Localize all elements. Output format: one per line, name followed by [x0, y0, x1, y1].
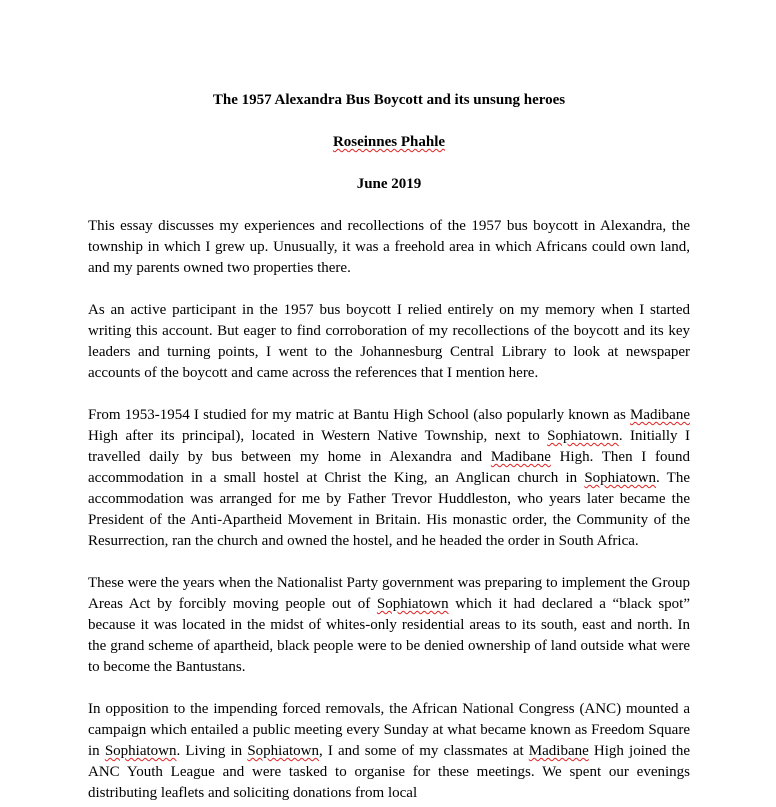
paragraph-text: which it had declared a “black spot” because it was located in the midst of whites-only residential areas to its south, east and north. In the grand scheme of apartheid, black people were to be denied ownership of land outside what were to become the Bantustans. [88, 596, 690, 675]
spellcheck-flagged-word: Sophiatown [104, 743, 177, 759]
paragraph-text: These were the years when the Nationalist Party government was preparing to implement the Group Areas Act by forcibly moving people out of [88, 575, 690, 612]
paragraph-text: High after its principal), located in Western Native Township, next to [88, 428, 548, 444]
document-date: June 2019 [356, 176, 422, 192]
paragraph-text: , I and some of my classmates at [318, 743, 529, 759]
paragraph-text: . The accommodation was arranged for me by Father Trevor Huddleston, who years later became the President of the Anti-Apartheid Movement in Britain. His monastic order, the Community of the Resurrection, ran the church and owned the hostel, and he headed the order in South Africa. [88, 470, 690, 549]
body-paragraph [88, 573, 690, 678]
paragraph-text: High. Then I found accommodation in a small hostel at Christ the King, an Anglican church in [88, 449, 691, 486]
spellcheck-flagged-word: Sophiatown [247, 743, 319, 759]
spellcheck-flagged-word: Sophiatown [376, 596, 449, 612]
document-author [88, 132, 690, 153]
paragraph-text: High joined the ANC Youth League and were tasked to organise for these meetings. We spent our evenings distributing leaflets and soliciting donations from local [88, 743, 690, 801]
body-paragraph [88, 405, 690, 552]
paragraph-text: From 1953-1954 I studied for my matric at Bantu High School (also popularly known as [88, 407, 631, 423]
spellcheck-flagged-word: Sophiatown [584, 470, 656, 486]
spellcheck-flagged-word: Sophiatown [547, 428, 619, 444]
paragraphs-container [88, 216, 690, 804]
spellcheck-flagged-word: Madibane [528, 743, 589, 759]
spellcheck-flagged-word: Madibane [490, 449, 551, 465]
paragraph-text: . Initially I travelled daily by bus between my home in Alexandra and [88, 428, 690, 465]
document-title: The 1957 Alexandra Bus Boycott and its unsung heroes [212, 92, 566, 108]
author-name: Roseinnes Phahle [332, 134, 446, 150]
paragraph-text: This essay discusses my experiences and recollections of the 1957 bus boycott in Alexandra, the township in which I grew up. Unusually, it was a freehold area in which Africans could own land, and my parents owned two properties there. [88, 218, 690, 276]
document-body [88, 90, 690, 804]
paragraph-text: As an active participant in the 1957 bus boycott I relied entirely on my memory when I started writing this account. But eager to find corroboration of my recollections of the boycott and its key leaders and turning points, I went to the Johannesburg Central Library to look at newspaper accounts of the boycott and came across the references that I mention here. [88, 302, 690, 381]
body-paragraph [88, 699, 690, 804]
body-paragraph [88, 216, 690, 279]
spellcheck-flagged-word: Madibane [630, 407, 690, 423]
paragraph-text: In opposition to the impending forced removals, the African National Congress (ANC) mounted a campaign which entailed a public meeting every Sunday at what became known as Freedom Square in [88, 701, 690, 759]
body-paragraph [88, 300, 690, 384]
paragraph-text: . Living in [176, 743, 248, 759]
